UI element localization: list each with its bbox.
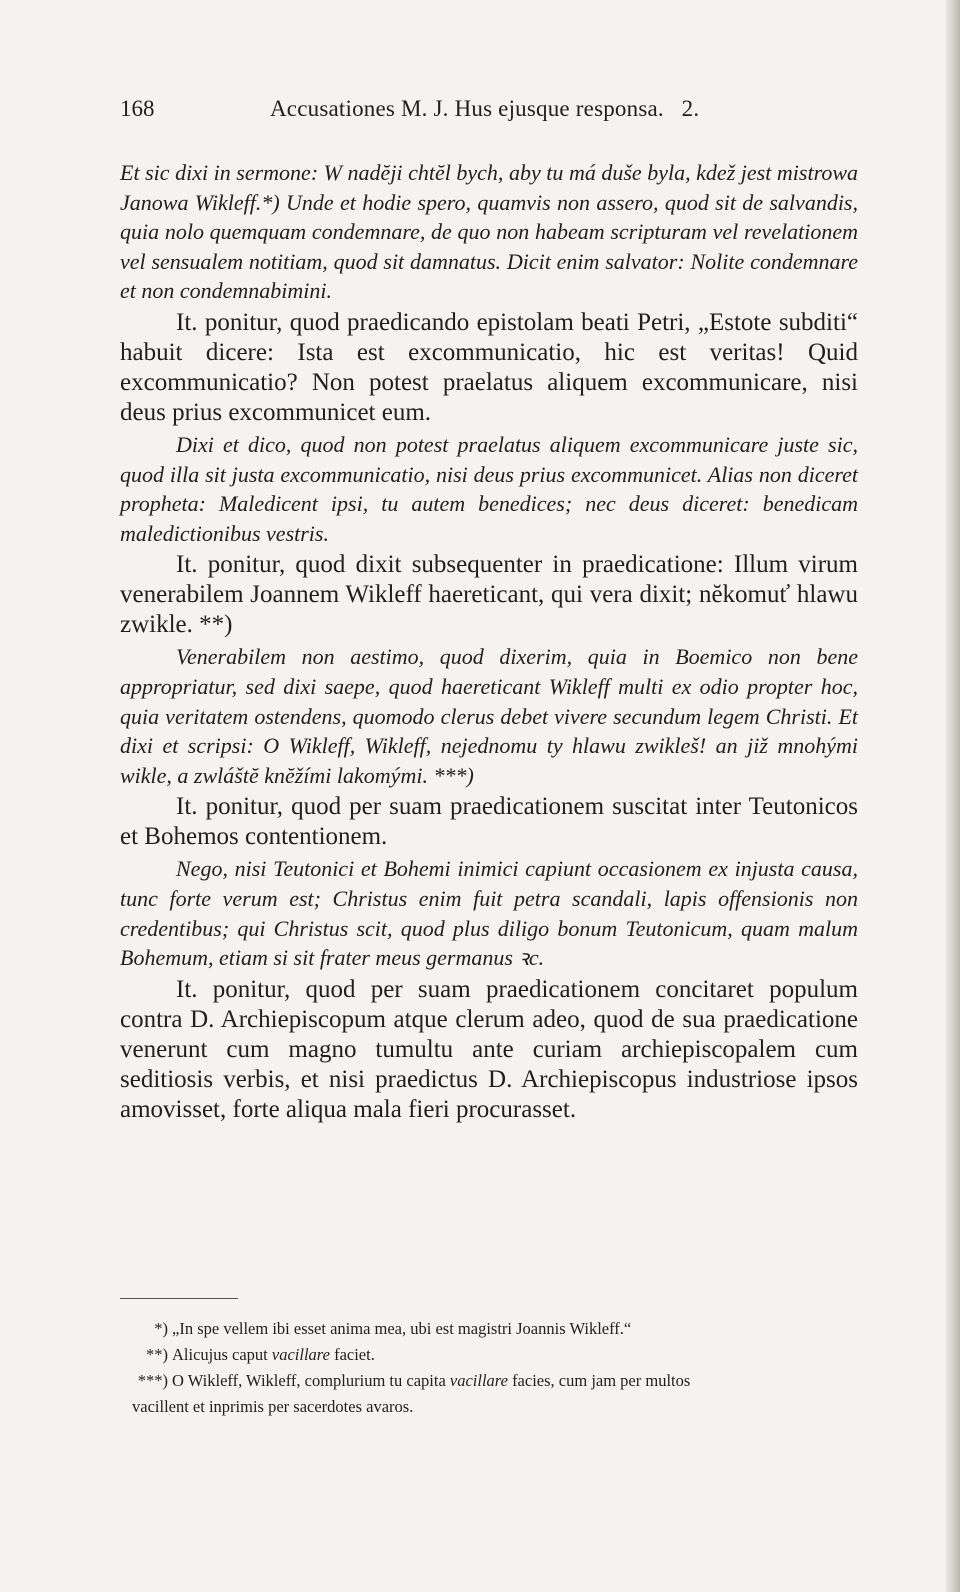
running-title: Accusationes M. J. Hus ejusque responsa. 2. bbox=[270, 96, 700, 121]
response-paragraph: Dixi et dico, quod non potest praelatus aliquem excommunicare juste sic, quod illa sit justa excommunicatio, nisi deus prius excommunicet. Alias non diceret propheta: Maledicent ipsi, tu autem benedices; nec deus diceret: benedicam maledictionibus vestris. bbox=[120, 431, 858, 546]
footnote-mark: **) bbox=[146, 1345, 168, 1364]
accusation-paragraph: It. ponitur, quod per suam praedicationem suscitat inter Teutonicos et Bohemos contentionem. bbox=[120, 793, 858, 851]
page-edge bbox=[946, 0, 960, 1592]
footnote-italic: vacillare bbox=[271, 1345, 330, 1364]
page-number: 168 bbox=[120, 96, 155, 121]
response-paragraph: Nego, nisi Teutonici et Bohemi inimici capiunt occasionem ex injusta causa, tunc forte verum est; Christus enim fuit petra scandali, lapis offensionis non credentibus; qui Christus scit, quod plus diligo bonum Teutonicum, quam malum Bohemum, etiam si sit frater meus germanus ꝛc. bbox=[120, 856, 858, 971]
footnote-rule bbox=[120, 1298, 238, 1299]
footnote-text: O Wikleff, Wikleff, complurium tu capita bbox=[172, 1371, 450, 1390]
footnote bbox=[132, 1368, 862, 1394]
footnote-italic: vacillare bbox=[449, 1371, 508, 1390]
footnote-text: Alicujus caput bbox=[172, 1345, 272, 1364]
accusation-paragraph: It. ponitur, quod praedicando epistolam beati Petri, „Estote subditi“ habuit dicere: Ista est excommunicatio, hic est veritas! Quid excommunicatio? Non potest praelatus aliquem excommunicare, nisi deus prius excommunicet eum. bbox=[120, 308, 858, 426]
main-text bbox=[120, 158, 858, 1127]
footnote-mark: *) bbox=[154, 1319, 168, 1338]
footnote-text: facies, cum jam per multos bbox=[507, 1371, 691, 1390]
footnote-text: faciet. bbox=[329, 1345, 375, 1364]
footnote-text: „In spe vellem ibi esset anima mea, ubi est magistri Joannis Wikleff.“ bbox=[172, 1319, 632, 1338]
response-paragraph: Venerabilem non aestimo, quod dixerim, quia in Boemico non bene appropriatur, sed dixi saepe, quod haereticant Wikleff multi ex odio propter hoc, quia veritatem ostendens, quomodo clerus debet vivere secundum legem Christi. Et dixi et scripsi: O Wikleff, Wikleff, nejednomu ty hlawu zwikleš! an již mnohými wikle, a zwláštĕ knĕžími lakomými. ***) bbox=[120, 644, 858, 788]
footnote bbox=[132, 1316, 862, 1342]
accusation-paragraph: It. ponitur, quod dixit subsequenter in praedicatione: Illum virum venerabilem Joannem Wikleff haereticant, qui vera dixit; nĕkomuť hlawu zwikle. **) bbox=[120, 551, 858, 639]
footnote bbox=[132, 1342, 862, 1368]
accusation-paragraph: It. ponitur, quod per suam praedicationem concitaret populum contra D. Archiepiscopum atque clerum adeo, quod de sua praedicatione venerunt cum magno tumultu ante curiam archiepiscopalem cum seditiosis verbis, et nisi praedictus D. Archiepiscopus industriose ipsos amovisset, forte aliqua mala fieri procurasset. bbox=[120, 975, 858, 1123]
footnote-mark: ***) bbox=[137, 1371, 168, 1390]
footnotes bbox=[132, 1316, 862, 1420]
footnote-continuation: vacillent et inprimis per sacerdotes avaros. bbox=[132, 1397, 414, 1416]
response-paragraph: Et sic dixi in sermone: W nadĕji chtĕl bych, aby tu má duše byla, kdež jest mistrowa Janowa Wikleff.*) Unde et hodie spero, quamvis non assero, quod sit de salvandis, quia nolo quemquam condemnare, de quo non habeam scripturam vel revelationem vel sensualem notitiam, quod sit damnatus. Dicit enim salvator: Nolite condemnare et non condemnabimini. bbox=[120, 160, 858, 304]
